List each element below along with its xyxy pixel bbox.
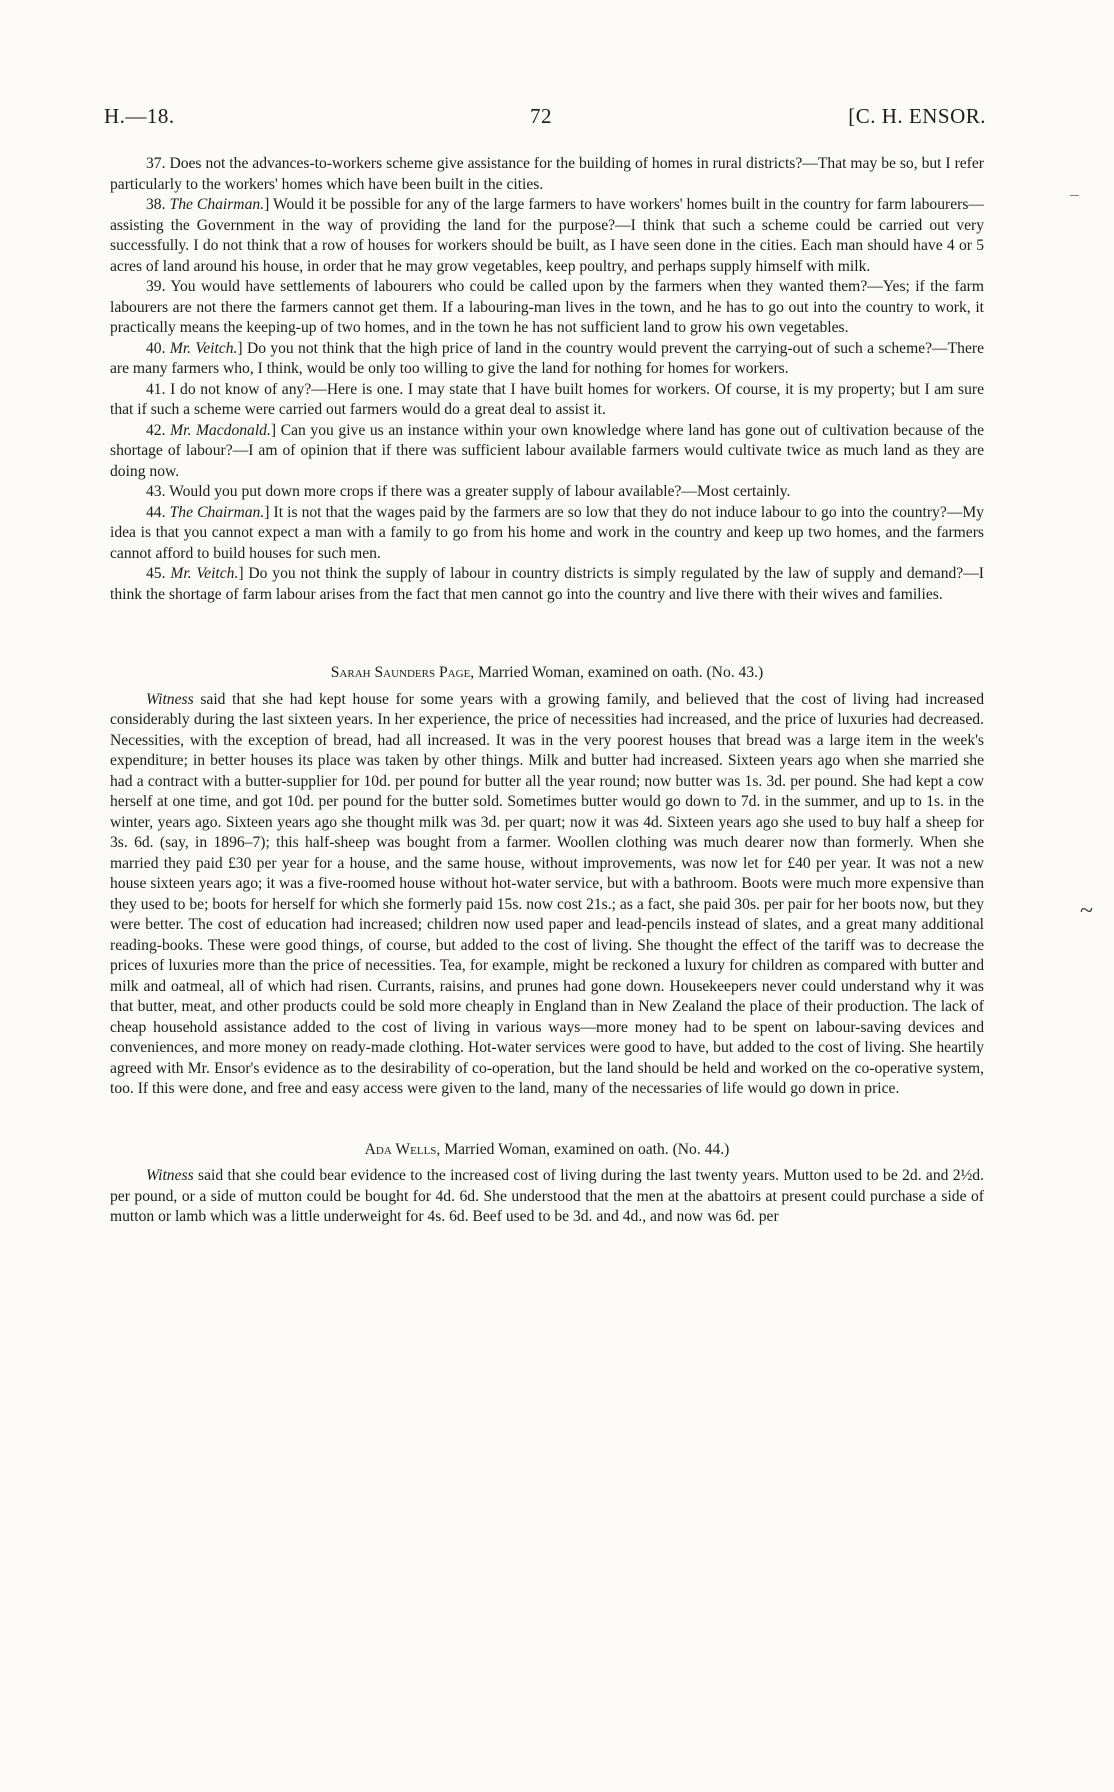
question-text: Can you give us an instance within your own knowledge where land has gone out of cultivation because of the shortage of labour?—I am of opinion that if there was sufficient labour available farmers would cultivate twice as much land as they are doing now.	[110, 421, 984, 480]
margin-mark: ~	[1080, 898, 1093, 924]
witness-name: Ada Wells	[364, 1140, 437, 1158]
question-number: 40.	[146, 339, 166, 357]
witness-evidence	[110, 1166, 984, 1228]
evidence-text: said that she had kept house for some years with a growing family, and believed that the cost of living had increased considerably during the last sixteen years. In her experience, the price of necessities had increased, and the price of luxuries had decreased. Necessities, with the exception of bread, had all increased. It was in the very poorest houses that bread was a large item in the week's expenditure; in better houses its place was taken by other things. Milk and butter had increased. Sixteen years ago when she married she had a contract with a butter-supplier for 10d. per pound for butter all the year round; now butter was 1s. 3d. per pound. She had kept a cow herself at one time, and got 10d. per pound for the butter sold. Sometimes butter would go down to 7d. in the summer, and up to 1s. in the winter, years ago. Sixteen years ago she thought milk was 3d. per quart; now it was 4d. Sixteen years ago she used to buy half a sheep for 3s. 6d. (say, in 1896–7); this half-sheep was bought from a farmer. Woollen clothing was much dearer now than formerly. When she married they paid £30 per year for a house, and the same house, without improvements, was now let for £40 per year. It was not a new house sixteen years ago; it was a five-roomed house without hot-water service, but with a bathroom. Boots were much more expensive than they used to be; boots for herself for which she formerly paid 15s. now cost 21s.; as a fact, she paid 30s. per pair for her boots now, but they were better. The cost of education had increased; children now used paper and lead-pencils instead of slates, and a great many additional reading-books. These were good things, of course, but added to the cost of living. She thought the effect of the tariff was to decrease the prices of luxuries more than the price of necessities. Tea, for example, might be reckoned a luxury for children as compared with butter and milk and oatmeal, all of which had risen. Currants, raisins, and prunes had gone down. Housekeepers never could understand why it was that butter, meat, and other products could be sold more cheaply in England than in New Zealand the place of their production. The lack of cheap household assistance added to the cost of living in various ways—more money had to be spent on labour-saving devices and conveniences, and more money on ready-made clothing. Hot-water services were good to have, but added to the cost of living. She heartily agreed with Mr. Ensor's evidence as to the desirability of co-operation, but the land should be held and worked on the co-operative system, too. If this were done, and free and easy access were given to the land, many of the necessaries of life would go down in price.	[110, 690, 984, 1097]
witness-evidence	[110, 690, 984, 1100]
question-number: 37.	[146, 155, 166, 172]
report-code: H.—18.	[104, 104, 175, 128]
document-body	[110, 154, 984, 1228]
question-paragraph	[110, 154, 984, 195]
question-text: It is not that the wages paid by the farmers are so low that they do not induce labour to go into the country?—My idea is that you cannot expect a man with a family to go from his home and work in the country and keep up two homes, and the farmers cannot afford to build houses for such men.	[110, 503, 984, 562]
question-paragraph: 45. Mr. Veitch.] Do you not think the supply of labour in country districts is simply regulated by the law of supply and demand?—I think the shortage of farm labour arises from the fact that men cannot go into the country and live there with their wives and families.	[110, 565, 984, 603]
question-paragraph	[110, 380, 984, 421]
page-number: 72	[530, 104, 552, 128]
question-text: Would you put down more crops if there was a greater supply of labour available?—Most certainly.	[169, 483, 791, 500]
question-text: Does not the advances-to-workers scheme give assistance for the building of homes in rural districts?—That may be so, but I refer particularly to the workers' homes which have been built in the cities.	[110, 155, 984, 193]
question-text: Do you not think that the high price of land in the country would prevent the carrying-out of such a scheme?—There are many farmers who, I think, would be only too willing to give the land for nothing for homes for workers.	[110, 339, 984, 377]
evidence-lead: Witness	[146, 1167, 194, 1184]
question-paragraph	[110, 482, 984, 503]
question-paragraph: 42. Mr. Macdonald.] Can you give us an instance within your own knowledge where land has gone out of cultivation because of the shortage of labour?—I am of opinion that if there was sufficient labour available farmers would cultivate twice as much land as they are doing now.	[110, 421, 984, 480]
question-paragraph: 44. The Chairman.] It is not that the wages paid by the farmers are so low that they do not induce labour to go into the country?—My idea is that you cannot expect a man with a family to go from his home and work in the country and keep up two homes, and the farmers cannot afford to build houses for such men.	[110, 503, 984, 562]
witness-description: , Married Woman, examined on oath. (No. 44.)	[436, 1140, 730, 1158]
speaker-name: The Chairman.	[169, 503, 265, 521]
question-number: 42.	[146, 421, 166, 439]
speaker-name: The Chairman.	[169, 196, 265, 213]
witness-running-head: [C. H. ENSOR.	[848, 104, 986, 128]
question-paragraph	[110, 277, 984, 339]
question-number: 45.	[146, 565, 166, 582]
witness-name: Sarah Saunders Page	[330, 664, 471, 681]
question-number: 41.	[146, 380, 166, 398]
witness-heading	[110, 1140, 984, 1161]
question-answer-list	[110, 154, 984, 605]
evidence-text: said that she could bear evidence to the increased cost of living during the last twenty years. Mutton used to be 2d. and 2½d. per pound, or a side of mutton could be bought for 4d. 6d. She understood that the men at the abattoirs at present could purchase a side of mutton or lamb which was a little underweight for 4s. 6d. Beef used to be 3d. and 4d., and now was 6d. per	[110, 1167, 984, 1225]
question-paragraph: 40. Mr. Veitch.] Do you not think that the high price of land in the country would prevent the carrying-out of such a scheme?—There are many farmers who, I think, would be only too willing to give the land for nothing for homes for workers.	[110, 339, 984, 377]
witness-description: , Married Woman, examined on oath. (No. 43.)	[470, 664, 764, 681]
speaker-name: Mr. Veitch.	[170, 565, 239, 582]
speaker-name: Mr. Macdonald.	[170, 421, 271, 439]
question-text: You would have settlements of labourers who could be called upon by the farmers when they wanted them?—Yes; if the farm labourers are not there the farmers cannot get them. If a labouring-man lives in the town, and he has to go out into the country to work, it practically means the keeping-up of two homes, and in the town he has not sufficient land to grow his own vegetables.	[110, 278, 984, 336]
question-number: 43.	[146, 483, 166, 500]
speaker-name: Mr. Veitch.	[169, 339, 238, 357]
question-text: Would it be possible for any of the large farmers to have workers' homes built in the country for farm labourers—assisting the Government in the way of providing the land for the purpose?—I think that such a scheme could be carried out very successfully. I do not think that a row of houses for workers should be built, as I have seen done in the cities. Each man should have 4 or 5 acres of land around his house, in order that he may grow vegetables, keep poultry, and perhaps supply himself with milk.	[110, 196, 984, 275]
margin-mark: –	[1070, 184, 1079, 204]
question-text: Do you not think the supply of labour in country districts is simply regulated by the law of supply and demand?—I think the shortage of farm labour arises from the fact that men cannot go into the country and live there with their wives and families.	[110, 565, 984, 603]
question-number: 38.	[146, 196, 166, 213]
witness-heading	[110, 663, 984, 684]
question-text: I do not know of any?—Here is one. I may state that I have built homes for workers. Of course, it is my property; but I am sure that if such a scheme were carried out farmers would do a great deal to assist it.	[110, 380, 984, 418]
question-paragraph: 38. The Chairman.] Would it be possible for any of the large farmers to have workers' homes built in the country for farm labourers—assisting the Government in the way of providing the land for the purpose?—I think that such a scheme could be carried out very successfully. I do not think that a row of houses for workers should be built, as I have seen done in the cities. Each man should have 4 or 5 acres of land around his house, in order that he may grow vegetables, keep poultry, and perhaps supply himself with milk.	[110, 196, 984, 275]
evidence-lead: Witness	[146, 690, 194, 708]
question-number: 44.	[146, 503, 166, 521]
question-number: 39.	[146, 278, 166, 295]
